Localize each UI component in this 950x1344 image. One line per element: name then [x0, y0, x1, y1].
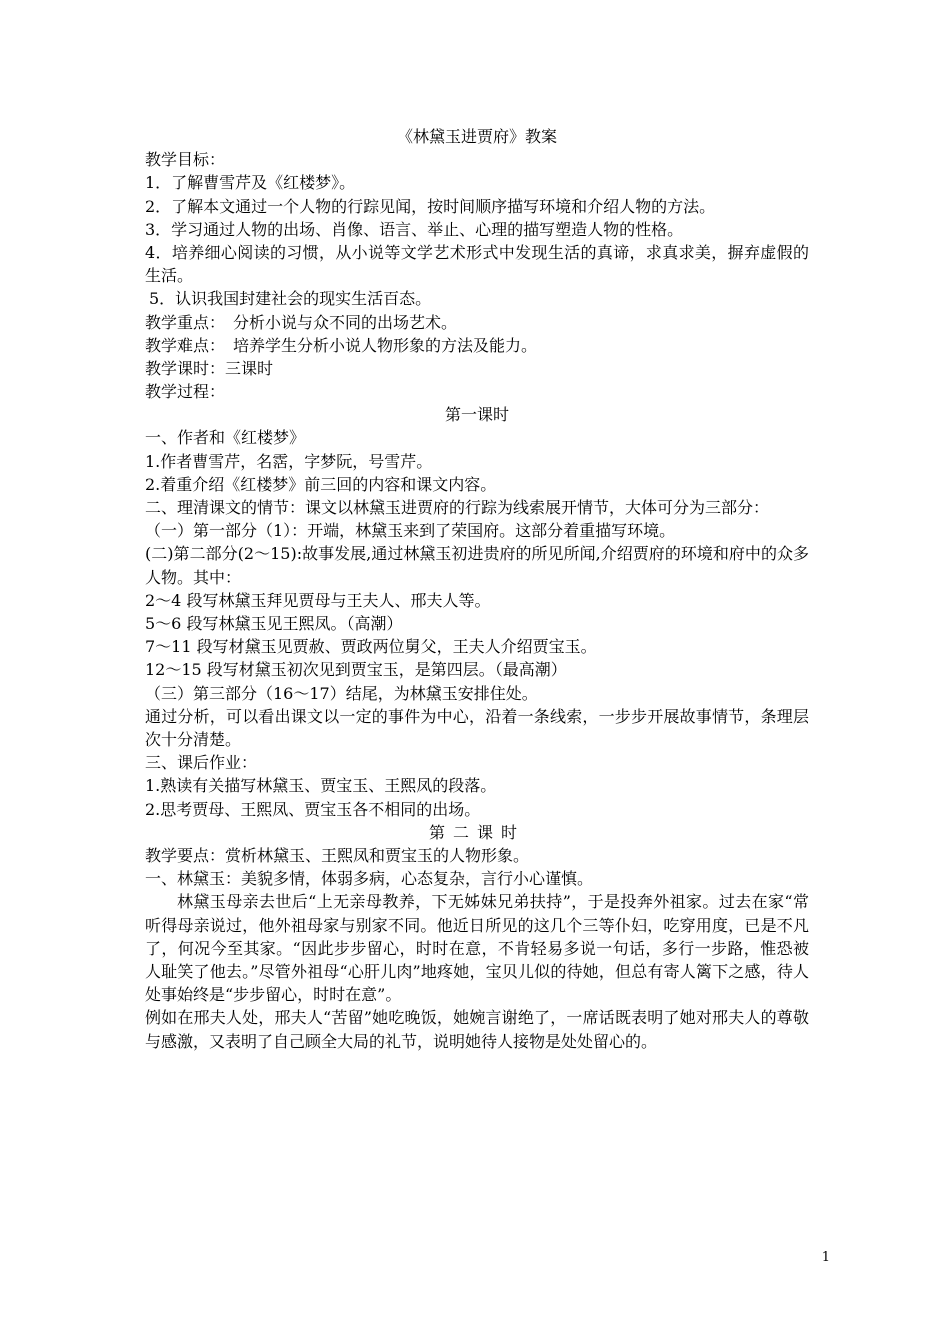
lesson2-key: 教学要点：赏析林黛玉、王熙凤和贾宝玉的人物形象。	[145, 845, 530, 865]
class-hours: 教学课时：三课时	[145, 358, 274, 378]
objective-item: 1．了解曹雪芹及《红楼梦》。	[145, 173, 356, 193]
part-two: (二)第二部分(2～15):故事发展,通过林黛玉初进贵府的所见所闻,介绍贾府的环境和府中的众多人物。其中：	[145, 544, 809, 587]
list-item: 1.熟读有关描写林黛玉、贾宝玉、王熙凤的段落。	[145, 776, 497, 796]
difficulty: 教学难点： 培养学生分析小说人物形象的方法及能力。	[145, 335, 538, 355]
analysis-paragraph: 通过分析，可以看出课文以一定的事件为中心，沿着一条线索，一步步开展故事情节，条理层次十分清楚。	[145, 706, 809, 749]
lesson2-heading: 第二课时	[428, 822, 525, 842]
objective-item: 5．认识我国封建社会的现实生活百态。	[149, 289, 432, 309]
list-item: 2.思考贾母、王熙凤、贾宝玉各不相同的出场。	[145, 799, 481, 819]
list-item: 2.着重介绍《红楼梦》前三回的内容和课文内容。	[145, 474, 497, 494]
paragraph: 例如在邢夫人处，邢夫人“苦留”她吃晚饭，她婉言谢绝了，一席话既表明了她对邢夫人的尊敬与感激，又表明了自己顾全大局的礼节，说明她待人接物是处处留心的。	[145, 1008, 809, 1051]
page-number: 1	[821, 1250, 830, 1265]
document-page	[145, 125, 809, 1053]
process-heading: 教学过程：	[145, 382, 226, 402]
section-heading: 一、林黛玉：美貌多情，体弱多病，心态复杂，言行小心谨慎。	[145, 869, 594, 889]
objective-item: 3．学习通过人物的出场、肖像、语言、举止、心理的描写塑造人物的性格。	[145, 219, 684, 239]
section-heading: 一、作者和《红楼梦》	[145, 428, 306, 448]
objective-item: 4．培养细心阅读的习惯，从小说等文学艺术形式中发现生活的真谛，求真求美，摒弃虚假的生活。	[145, 242, 809, 286]
key-point: 教学重点： 分析小说与众不同的出场艺术。	[145, 312, 458, 332]
section-intro: 二、理清课文的情节：课文以林黛玉进贾府的行踪为线索展开情节，大体可分为三部分：	[145, 498, 770, 518]
document-title: 《林黛玉进贾府》教案	[396, 127, 557, 146]
lesson1-heading: 第一课时	[444, 405, 509, 425]
objective-item: 2．了解本文通过一个人物的行踪见闻，按时间顺序描写环境和介绍人物的方法。	[145, 196, 716, 216]
part-one: （一）第一部分（1）：开端，林黛玉来到了荣国府。这部分着重描写环境。	[145, 521, 676, 541]
paragraph: 林黛玉母亲去世后“上无亲母教养，下无姊妹兄弟扶持”，于是投奔外祖家。过去在家“常听得母亲说过，他外祖母家与别家不同。他近日所见的这几个三等仆妇，吃穿用度，已是不凡了，何况今至其家。“因此步步留心，时时在意，不肯轻易多说一句话，多行一步路，惟恐被人耻笑了他去。”尽管外祖母“心肝儿肉”地疼她，宝贝儿似的待她，但总有寄人篱下之感，待人处事始终是“步步留心，时时在意”。	[145, 892, 809, 1005]
list-item: 7～11 段写材黛玉见贾赦、贾政两位舅父，王夫人介绍贾宝玉。	[145, 637, 597, 657]
list-item: 5～6 段写林黛玉见王熙凤。（高潮）	[145, 614, 403, 634]
part-three: （三）第三部分（16～17）结尾，为林黛玉安排住处。	[145, 683, 538, 703]
section-heading: 三、课后作业：	[145, 753, 258, 773]
list-item: 12～15 段写材黛玉初次见到贾宝玉，是第四层。（最高潮）	[145, 660, 567, 680]
objectives-heading: 教学目标：	[145, 150, 226, 170]
list-item: 1.作者曹雪芹，名霑，字梦阮，号雪芹。	[145, 451, 433, 471]
list-item: 2～4 段写林黛玉拜见贾母与王夫人、邢夫人等。	[145, 590, 491, 610]
